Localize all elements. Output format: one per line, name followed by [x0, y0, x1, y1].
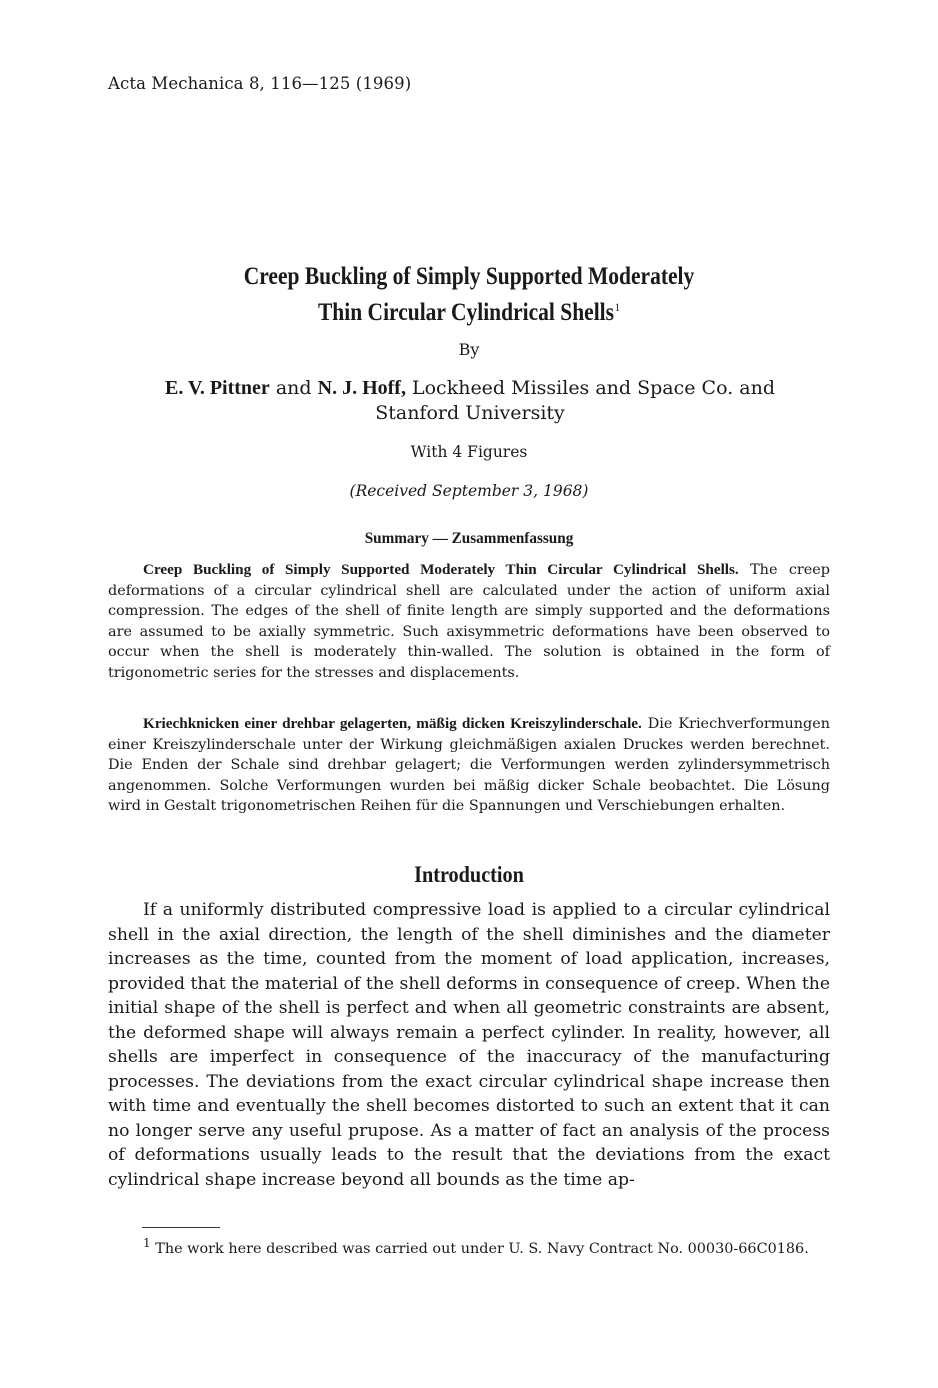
summary-german: [108, 714, 830, 817]
paper-title: [66, 262, 873, 328]
footnote-rule: [142, 1227, 220, 1228]
summary-german-text: Die Kriechverformungen einer Kreiszylinderschale unter der Wirkung gleichmäßigen axialen Druckes werden berechnet. Die Enden der Schale sind drehbar gelagert; die Verformungen werden zylindersymmetrisch angenommen. Solche Verformungen wurden bei mäßig dicker Schale beobachtet. Die Lösung wird in Gestalt trigonometrischen Reihen für die Spannungen und Verschiebungen erhalten.: [108, 716, 830, 814]
byline-by: By: [458, 340, 480, 359]
title-line-1: Creep Buckling of Simply Supported Moderately: [243, 263, 695, 290]
affiliation-lockheed: Lockheed Missiles and Space Co. and: [405, 377, 775, 399]
introduction-heading: Introduction: [414, 862, 524, 887]
affiliation-stanford: Stanford University: [375, 402, 565, 424]
author-pittner: E. V. Pittner: [164, 377, 270, 399]
author-block: [120, 376, 820, 426]
summary-english-text: The creep deformations of a circular cylindrical shell are calculated under the action of uniform axial compression. The edges of the shell of finite length are simply supported and the deformations are assumed to be axially symmetric. Such axisymmetric deformations have been observed to occur when the shell is moderately thin-walled. The solution is obtained in the form of trigonometric series for the stresses and displacements.: [108, 562, 831, 681]
footnote: [108, 1234, 830, 1259]
author-connector: and: [269, 377, 318, 399]
title-line-2: Thin Circular Cylindrical Shells: [317, 299, 615, 326]
summary-heading: Summary — Zusammenfassung: [364, 530, 574, 547]
received-date: (Received September 3, 1968): [349, 482, 589, 500]
journal-citation: Acta Mechanica 8, 116—125 (1969): [108, 74, 412, 93]
summary-english-lead: Creep Buckling of Simply Supported Moderately Thin Circular Cylindrical Shells.: [143, 561, 739, 578]
author-hoff: N. J. Hoff,: [317, 377, 406, 399]
title-footnote-mark: 1: [614, 300, 621, 314]
summary-english: [108, 560, 830, 683]
introduction-paragraph: If a uniformly distributed compressive load is applied to a circular cylindrical shell in the axial direction, the length of the shell diminishes and the diameter increases as the time, counted from the moment of load application, increases, provided that the material of the shell deforms in consequence of creep. When the initial shape of the shell is perfect and when all geometric constraints are absent, the deformed shape will always remain a perfect cylinder. In reality, however, all shells are imperfect in consequence of the inaccuracy of the manufacturing processes. The deviations from the exact circular cylindrical shape increase then with time and eventually the shell becomes distorted to such an extent that it can no longer serve any useful prupose. As a matter of fact an analysis of the process of deformations usually leads to the result that the deviations from the exact cylindrical shape increase beyond all bounds as the time ap-: [108, 900, 830, 1191]
summary-german-lead: Kriechknicken einer drehbar gelagerten, mäßig dicken Kreiszylinderschale.: [143, 715, 642, 732]
footnote-text: The work here described was carried out under U. S. Navy Contract No. 00030-66C0186.: [150, 1240, 809, 1257]
footnote-mark: 1: [143, 1236, 151, 1250]
figures-note: With 4 Figures: [410, 443, 528, 461]
